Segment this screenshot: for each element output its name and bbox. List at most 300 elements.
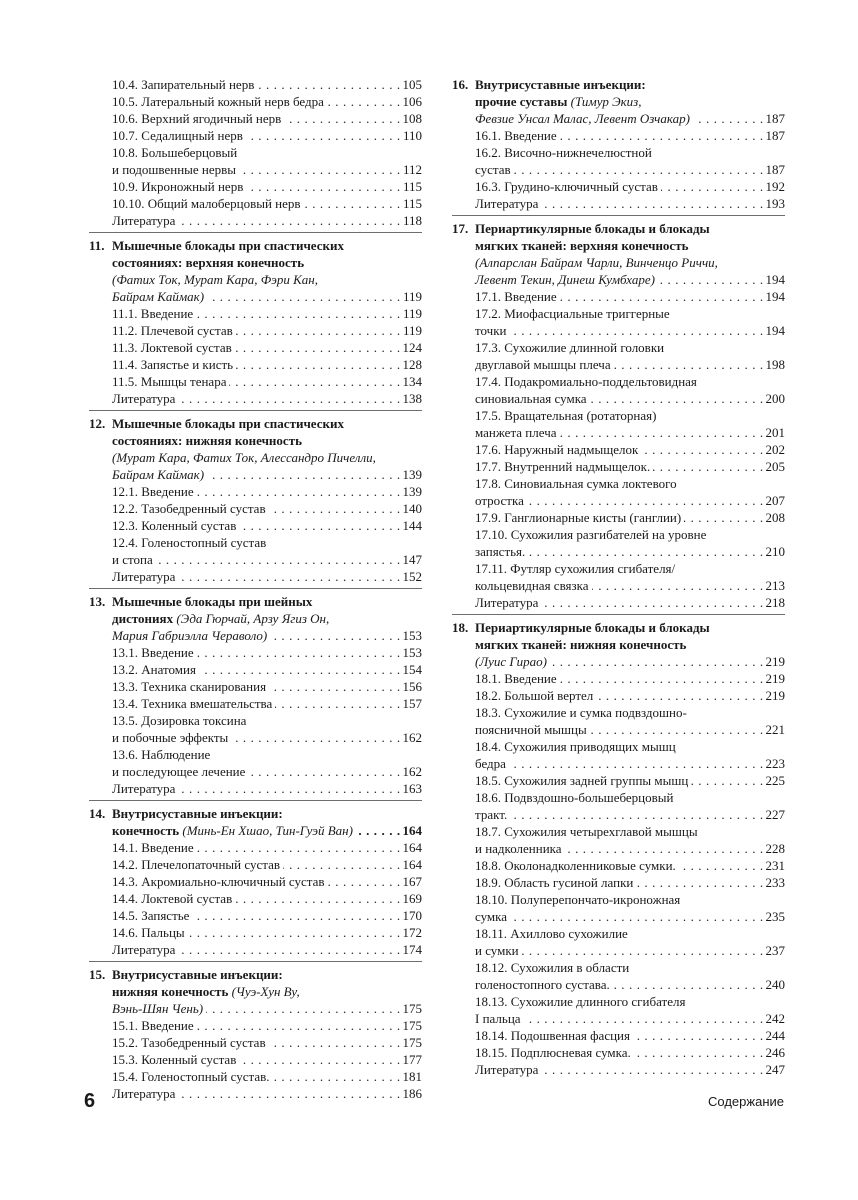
toc-entry-page: 154 bbox=[400, 661, 423, 678]
toc-entry-title: голеностопного сустава. bbox=[475, 977, 613, 992]
chapter-authors-line bbox=[452, 271, 785, 288]
toc-entry-page: 228 bbox=[763, 840, 786, 857]
toc-entry bbox=[89, 1017, 422, 1034]
toc-entry-page: 194 bbox=[763, 288, 786, 305]
chapter-divider bbox=[89, 410, 422, 411]
chapter-authors-line bbox=[89, 466, 422, 483]
toc-entry bbox=[452, 178, 785, 195]
chapter-title-line bbox=[89, 966, 422, 983]
toc-entry-title: точки bbox=[475, 323, 509, 338]
toc-entry-title: 14.2. Плечелопаточный сустав bbox=[112, 857, 283, 872]
chapter-title-line bbox=[89, 822, 422, 839]
chapter-number: 14. bbox=[89, 806, 106, 821]
toc-entry-title: 18.1. Введение bbox=[475, 671, 560, 686]
chapter-number: 17. bbox=[452, 221, 469, 236]
toc-entry-page: 163 bbox=[400, 780, 423, 797]
chapter-title-line-text: мягких тканей: нижняя конечность bbox=[475, 637, 689, 652]
chapter-number: 18. bbox=[452, 620, 469, 635]
toc-entry-title: 16.1. Введение bbox=[475, 128, 560, 143]
toc-entry-page: 202 bbox=[763, 441, 786, 458]
chapter-number: 12. bbox=[89, 416, 106, 431]
chapter-title-line-text: Внутрисуставные инъекции: bbox=[475, 77, 649, 92]
toc-entry bbox=[89, 305, 422, 322]
toc-entry-page: 194 bbox=[763, 271, 786, 288]
toc-entry-title: 17.11. Футляр сухожилия сгибателя/ bbox=[475, 561, 678, 576]
toc-entry bbox=[89, 856, 422, 873]
toc-entry bbox=[89, 678, 422, 695]
toc-entry-page: 227 bbox=[763, 806, 786, 823]
toc-chapter bbox=[452, 76, 785, 212]
chapter-title-text: прочие суставы bbox=[475, 94, 568, 109]
toc-entry-title: 15.1. Введение bbox=[112, 1018, 197, 1033]
toc-entry bbox=[89, 729, 422, 746]
toc-entry-title: 17.7. Внутренний надмыщелок. bbox=[475, 459, 653, 474]
toc-entry-title: 10.9. Икроножный нерв bbox=[112, 179, 246, 194]
toc-entry-page: 231 bbox=[763, 857, 786, 874]
toc-entry bbox=[452, 144, 785, 161]
toc-entry-title: 11.1. Введение bbox=[112, 306, 196, 321]
toc-entry-page: 187 bbox=[763, 161, 786, 178]
chapter-number: 11. bbox=[89, 238, 105, 253]
toc-entry bbox=[452, 891, 785, 908]
toc-entry-page: 139 bbox=[400, 483, 423, 500]
toc-entry-title: 13.1. Введение bbox=[112, 645, 197, 660]
chapter-divider bbox=[89, 800, 422, 801]
toc-entry-title: 12.4. Голеностопный сустав bbox=[112, 535, 269, 550]
toc-entry-title: 18.2. Большой вертел bbox=[475, 688, 596, 703]
toc-entry-title: Литература bbox=[112, 942, 178, 957]
chapter-number: 13. bbox=[89, 594, 106, 609]
toc-entry bbox=[89, 568, 422, 585]
toc-entry bbox=[89, 1085, 422, 1102]
chapter-authors: Байрам Каймак) bbox=[112, 289, 205, 304]
toc-entry-title: 15.2. Тазобедренный сустав bbox=[112, 1035, 269, 1050]
chapter-authors: Вэнь-Шян Чень) bbox=[112, 1001, 204, 1016]
toc-entry-page: 198 bbox=[763, 356, 786, 373]
toc-entry-title: I пальца bbox=[475, 1011, 524, 1026]
chapter-authors: Мария Габриэлла Чераволо) bbox=[112, 628, 268, 643]
toc-entry-title: 13.4. Техника вмешательства bbox=[112, 696, 275, 711]
toc-entry bbox=[89, 924, 422, 941]
chapter-title-line-text: Периартикулярные блокады и блокады bbox=[475, 221, 713, 236]
toc-entry bbox=[452, 670, 785, 687]
chapter-title-line bbox=[89, 237, 422, 254]
toc-entry-page: 174 bbox=[400, 941, 423, 958]
toc-entry-title: 13.2. Анатомия bbox=[112, 662, 199, 677]
toc-entry bbox=[452, 543, 785, 560]
toc-entry-page: 244 bbox=[763, 1027, 786, 1044]
page-number: 6 bbox=[84, 1090, 96, 1112]
toc-entry-page: 247 bbox=[763, 1061, 786, 1078]
toc-entry-title: 18.6. Подвздошно-большеберцовый bbox=[475, 790, 676, 805]
toc-entry-title: 12.1. Введение bbox=[112, 484, 197, 499]
toc-entry-title: Литература bbox=[112, 213, 178, 228]
toc-entry-title: сумка bbox=[475, 909, 510, 924]
toc-entry bbox=[452, 322, 785, 339]
toc-entry bbox=[452, 1061, 785, 1078]
toc-entry-page: 105 bbox=[400, 76, 423, 93]
toc-entry-page: 240 bbox=[763, 976, 786, 993]
toc-entry-title: 11.5. Мышцы тенара bbox=[112, 374, 229, 389]
toc-left-column bbox=[89, 76, 422, 1102]
toc-entry bbox=[452, 976, 785, 993]
toc-entry-page: 124 bbox=[400, 339, 423, 356]
toc-entry-title bbox=[475, 654, 550, 669]
toc-chapter bbox=[452, 619, 785, 1078]
toc-entry-title bbox=[112, 628, 270, 643]
toc-entry-page: 233 bbox=[763, 874, 786, 891]
toc-entry-page: 223 bbox=[763, 755, 786, 772]
toc-entry bbox=[452, 424, 785, 441]
toc-entry-title: 16.3. Грудино-ключичный сустав bbox=[475, 179, 661, 194]
chapter-authors-line bbox=[89, 1000, 422, 1017]
toc-entry bbox=[452, 823, 785, 840]
chapter-authors: Февзие Унсал Малас, Левент Озчакар) bbox=[475, 111, 690, 126]
toc-entry-title bbox=[112, 1001, 206, 1016]
toc-entry-title: и надколенника bbox=[475, 841, 565, 856]
toc-entry-title: 17.3. Сухожилие длинной головки bbox=[475, 340, 667, 355]
toc-entry-title: 13.5. Дозировка токсина bbox=[112, 713, 249, 728]
toc-entry bbox=[89, 907, 422, 924]
toc-entry-page: 210 bbox=[763, 543, 786, 560]
toc-entry-title: и последующее лечение bbox=[112, 764, 248, 779]
toc-entry-page: 162 bbox=[400, 729, 423, 746]
toc-entry-title bbox=[112, 823, 356, 838]
toc-entry-title: бедра bbox=[475, 756, 509, 771]
toc-entry bbox=[89, 161, 422, 178]
toc-entry bbox=[89, 941, 422, 958]
chapter-authors: (Тимур Экиз, bbox=[570, 94, 642, 109]
toc-entry-title: Литература bbox=[112, 1086, 178, 1101]
toc-entry bbox=[452, 288, 785, 305]
toc-entry bbox=[89, 110, 422, 127]
chapter-title-line bbox=[452, 220, 785, 237]
toc-entry-title: 18.9. Область гусиной лапки bbox=[475, 875, 636, 890]
toc-entry-page: 175 bbox=[400, 1000, 423, 1017]
chapter-title-text: конечность bbox=[112, 823, 180, 838]
toc-entry-title bbox=[112, 289, 207, 304]
toc-chapter bbox=[89, 593, 422, 797]
chapter-title-text: нижняя конечность bbox=[112, 984, 229, 999]
toc-entry bbox=[452, 1010, 785, 1027]
toc-entry-page: 192 bbox=[763, 178, 786, 195]
toc-entry bbox=[452, 458, 785, 475]
toc-entry-page: 164 bbox=[400, 856, 423, 873]
toc-entry-page: 156 bbox=[400, 678, 423, 695]
toc-entry-page: 162 bbox=[400, 763, 423, 780]
chapter-authors-line-text: (Фатих Ток, Мурат Кара, Фэри Кан, bbox=[112, 272, 321, 287]
toc-entry-title: Литература bbox=[475, 595, 541, 610]
toc-entry bbox=[452, 475, 785, 492]
toc-entry bbox=[452, 704, 785, 721]
toc-entry-page: 219 bbox=[763, 687, 786, 704]
toc-entry bbox=[452, 305, 785, 322]
toc-entry bbox=[89, 780, 422, 797]
chapter-authors-line bbox=[452, 254, 785, 271]
toc-entry bbox=[452, 526, 785, 543]
toc-chapter bbox=[89, 415, 422, 585]
toc-entry bbox=[452, 195, 785, 212]
toc-entry-page: 110 bbox=[400, 127, 422, 144]
chapter-number: 15. bbox=[89, 967, 106, 982]
chapter-authors: (Луис Гирао) bbox=[475, 654, 547, 669]
toc-entry-title: 13.6. Наблюдение bbox=[112, 747, 213, 762]
toc-entry-title: 18.7. Сухожилия четырехглавой мышцы bbox=[475, 824, 701, 839]
toc-entry-title: Литература bbox=[475, 1062, 541, 1077]
toc-entry bbox=[89, 839, 422, 856]
toc-entry bbox=[89, 534, 422, 551]
toc-entry-page: 172 bbox=[400, 924, 423, 941]
toc-entry bbox=[89, 661, 422, 678]
toc-entry bbox=[452, 959, 785, 976]
toc-entry-title: Литература bbox=[112, 569, 178, 584]
toc-entry-title bbox=[475, 94, 644, 109]
chapter-title-line bbox=[452, 237, 785, 254]
toc-entry bbox=[452, 1027, 785, 1044]
toc-entry bbox=[89, 1051, 422, 1068]
toc-entry-title: 10.5. Латеральный кожный нерв бедра bbox=[112, 94, 327, 109]
toc-entry-title: 10.4. Запирательный нерв bbox=[112, 77, 257, 92]
toc-entry bbox=[89, 746, 422, 763]
toc-entry-title: 18.4. Сухожилия приводящих мышц bbox=[475, 739, 679, 754]
toc-entry-title: 18.14. Подошвенная фасция bbox=[475, 1028, 633, 1043]
toc-entry-page: 205 bbox=[763, 458, 786, 475]
toc-entry bbox=[452, 161, 785, 178]
toc-entry-page: 218 bbox=[763, 594, 786, 611]
chapter-title-line bbox=[452, 619, 785, 636]
toc-entry-page: 134 bbox=[400, 373, 423, 390]
toc-entry-title bbox=[475, 272, 658, 287]
toc-entry bbox=[89, 763, 422, 780]
toc-entry bbox=[89, 144, 422, 161]
toc-entry bbox=[89, 76, 422, 93]
toc-entry-title bbox=[112, 467, 207, 482]
toc-entry-title: 14.5. Запястье bbox=[112, 908, 192, 923]
toc-entry-title: манжета плеча bbox=[475, 425, 560, 440]
toc-entry bbox=[89, 339, 422, 356]
toc-entry-title: 16.2. Височно-нижнечелюстной bbox=[475, 145, 655, 160]
toc-entry-title: и подошвенные нервы bbox=[112, 162, 239, 177]
chapter-title-line bbox=[452, 93, 785, 110]
toc-entry-title: 18.13. Сухожилие длинного сгибателя bbox=[475, 994, 688, 1009]
chapter-divider bbox=[452, 614, 785, 615]
toc-entry-title: 14.1. Введение bbox=[112, 840, 197, 855]
chapter-authors: (Эда Гюрчай, Арзу Ягиз Он, bbox=[176, 611, 330, 626]
chapter-title-line-text: Мышечные блокады при спастических bbox=[112, 238, 347, 253]
toc-entry bbox=[89, 695, 422, 712]
toc-entry-page: 153 bbox=[400, 644, 423, 661]
toc-entry-page: 167 bbox=[400, 873, 423, 890]
chapter-authors-line bbox=[89, 288, 422, 305]
toc-entry bbox=[452, 492, 785, 509]
chapter-authors: (Минь-Ен Хшао, Тин-Гуэй Ван) bbox=[182, 823, 353, 838]
toc-right-column bbox=[452, 76, 785, 1078]
toc-entry-title: 17.2. Миофасциальные триггерные bbox=[475, 306, 673, 321]
chapter-title-text: дистониях bbox=[112, 611, 174, 626]
toc-entry bbox=[89, 356, 422, 373]
toc-entry-page: 112 bbox=[400, 161, 422, 178]
toc-entry-page: 170 bbox=[400, 907, 423, 924]
toc-entry-page: 194 bbox=[763, 322, 786, 339]
chapter-title-line bbox=[452, 636, 785, 653]
chapter-authors-line bbox=[452, 110, 785, 127]
toc-entry bbox=[452, 339, 785, 356]
toc-entry-title: 10.7. Седалищный нерв bbox=[112, 128, 246, 143]
toc-entry-title: синовиальная сумка bbox=[475, 391, 590, 406]
toc-entry-page: 108 bbox=[400, 110, 423, 127]
running-footer-title: Содержание bbox=[708, 1094, 784, 1109]
toc-entry-title: 17.10. Сухожилия разгибателей на уровне bbox=[475, 527, 709, 542]
toc-entry-page: 147 bbox=[400, 551, 423, 568]
toc-chapter bbox=[452, 220, 785, 611]
chapter-title-line-text: состояниях: верхняя конечность bbox=[112, 255, 307, 270]
toc-entry-page: 219 bbox=[763, 670, 786, 687]
toc-entry bbox=[452, 687, 785, 704]
toc-entry bbox=[89, 322, 422, 339]
toc-entry bbox=[452, 857, 785, 874]
toc-entry-page: 153 bbox=[400, 627, 423, 644]
toc-entry-page: 200 bbox=[763, 390, 786, 407]
toc-entry bbox=[89, 373, 422, 390]
toc-entry-page: 237 bbox=[763, 942, 786, 959]
toc-entry bbox=[452, 407, 785, 424]
toc-entry bbox=[89, 712, 422, 729]
toc-entry bbox=[452, 806, 785, 823]
toc-entry-title: двуглавой мышцы плеча bbox=[475, 357, 614, 372]
toc-entry-page: 207 bbox=[763, 492, 786, 509]
toc-entry-title: кольцевидная связка bbox=[475, 578, 592, 593]
chapter-title-line bbox=[89, 415, 422, 432]
toc-entry bbox=[452, 127, 785, 144]
chapter-authors-line-text: (Мурат Кара, Фатих Ток, Алессандро Пичелли, bbox=[112, 450, 379, 465]
chapter-authors: (Чуэ-Хун Ву, bbox=[231, 984, 300, 999]
chapter-title-line-text: мягких тканей: верхняя конечность bbox=[475, 238, 691, 253]
toc-entry bbox=[89, 212, 422, 229]
chapter-authors: Левент Текин, Динеш Кумбхаре) bbox=[475, 272, 655, 287]
toc-entry-page: 128 bbox=[400, 356, 423, 373]
toc-entry-title: 17.6. Наружный надмыщелок bbox=[475, 442, 641, 457]
toc-entry-title bbox=[475, 111, 693, 126]
toc-entry-page: 169 bbox=[400, 890, 423, 907]
toc-entry-title: 13.3. Техника сканирования bbox=[112, 679, 269, 694]
toc-entry-title: и сумки bbox=[475, 943, 522, 958]
chapter-title-line bbox=[89, 805, 422, 822]
chapter-authors-line bbox=[89, 449, 422, 466]
toc-entry bbox=[452, 373, 785, 390]
toc-entry-title: 17.1. Введение bbox=[475, 289, 560, 304]
chapter-title-line bbox=[89, 983, 422, 1000]
chapter-title-line bbox=[89, 254, 422, 271]
toc-entry-page: 115 bbox=[400, 178, 422, 195]
chapter-title-line bbox=[89, 593, 422, 610]
toc-entry bbox=[452, 356, 785, 373]
chapter-number: 16. bbox=[452, 77, 469, 92]
toc-entry bbox=[452, 1044, 785, 1061]
toc-entry bbox=[452, 840, 785, 857]
toc-entry-title: 17.4. Подакромиально-поддельтовидная bbox=[475, 374, 700, 389]
toc-entry-page: 157 bbox=[400, 695, 423, 712]
toc-chapter bbox=[89, 966, 422, 1102]
toc-entry-title: 18.3. Сухожилие и сумка подвздошно- bbox=[475, 705, 690, 720]
toc-entry-page: 175 bbox=[400, 1034, 423, 1051]
chapter-title-line bbox=[89, 610, 422, 627]
toc-entry-title: 18.8. Околонадколенниковые сумки. bbox=[475, 858, 679, 873]
chapter-title-line-text: Внутрисуставные инъекции: bbox=[112, 967, 286, 982]
toc-entry-page: 115 bbox=[400, 195, 422, 212]
toc-entry-title: 14.6. Пальцы bbox=[112, 925, 188, 940]
toc-entry-title: и стопа bbox=[112, 552, 156, 567]
toc-entry-title: 15.3. Коленный сустав bbox=[112, 1052, 239, 1067]
toc-entry-page: 177 bbox=[400, 1051, 423, 1068]
toc-entry-title: 18.12. Сухожилия в области bbox=[475, 960, 632, 975]
chapter-title-line-text: состояниях: нижняя конечность bbox=[112, 433, 305, 448]
toc-entry-title: Литература bbox=[112, 391, 178, 406]
toc-entry-page: 235 bbox=[763, 908, 786, 925]
toc-entry-title bbox=[112, 984, 303, 999]
toc-entry bbox=[89, 1068, 422, 1085]
toc-entry-page: 208 bbox=[763, 509, 786, 526]
toc-entry-page: 181 bbox=[400, 1068, 423, 1085]
toc-entry-page: 140 bbox=[400, 500, 423, 517]
toc-entry-page: 118 bbox=[400, 212, 422, 229]
toc-entry bbox=[452, 755, 785, 772]
toc-entry bbox=[452, 874, 785, 891]
toc-entry-title: поясничной мышцы bbox=[475, 722, 590, 737]
toc-entry-title: 12.3. Коленный сустав bbox=[112, 518, 239, 533]
toc-entry-title: Литература bbox=[112, 781, 178, 796]
toc-entry bbox=[89, 1034, 422, 1051]
toc-chapter bbox=[89, 805, 422, 958]
chapter-authors-line bbox=[89, 627, 422, 644]
toc-entry-title: 17.5. Вращательная (ротаторная) bbox=[475, 408, 659, 423]
toc-entry-page: 225 bbox=[763, 772, 786, 789]
chapter-divider bbox=[89, 588, 422, 589]
chapter-authors-line bbox=[89, 271, 422, 288]
toc-entry-title: 10.6. Верхний ягодичный нерв bbox=[112, 111, 284, 126]
toc-entry bbox=[89, 873, 422, 890]
chapter-divider bbox=[89, 961, 422, 962]
toc-entry-title: 10.10. Общий малоберцовый нерв bbox=[112, 196, 304, 211]
toc-entry bbox=[452, 577, 785, 594]
toc-entry-page: 144 bbox=[400, 517, 423, 534]
toc-entry bbox=[452, 441, 785, 458]
chapter-title-line-text: Периартикулярные блокады и блокады bbox=[475, 620, 713, 635]
toc-entry-title: и побочные эффекты bbox=[112, 730, 231, 745]
toc-entry-title: 18.5. Сухожилия задней группы мышц bbox=[475, 773, 691, 788]
toc-entry bbox=[452, 993, 785, 1010]
toc-entry-title: 10.8. Большеберцовый bbox=[112, 145, 240, 160]
chapter-divider bbox=[89, 232, 422, 233]
toc-entry-page: 138 bbox=[400, 390, 423, 407]
toc-entry bbox=[89, 551, 422, 568]
toc-entry-page: 175 bbox=[400, 1017, 423, 1034]
toc-entry bbox=[452, 594, 785, 611]
toc-entry bbox=[452, 789, 785, 806]
toc-entry-title: 14.3. Акромиально-ключичный сустав bbox=[112, 874, 328, 889]
toc-entry-title: 18.11. Ахиллово сухожилие bbox=[475, 926, 631, 941]
toc-entry-page: 139 bbox=[400, 466, 423, 483]
toc-entry bbox=[89, 644, 422, 661]
toc-entry-page: 242 bbox=[763, 1010, 786, 1027]
toc-entry bbox=[452, 560, 785, 577]
chapter-authors-line-text: (Алпарслан Байрам Чарли, Винченцо Риччи, bbox=[475, 255, 721, 270]
toc-entry-title: 11.3. Локтевой сустав bbox=[112, 340, 235, 355]
toc-entry-page: 221 bbox=[763, 721, 786, 738]
toc-entry bbox=[89, 390, 422, 407]
toc-entry bbox=[89, 93, 422, 110]
chapter-title-line bbox=[89, 432, 422, 449]
toc-entry bbox=[452, 738, 785, 755]
